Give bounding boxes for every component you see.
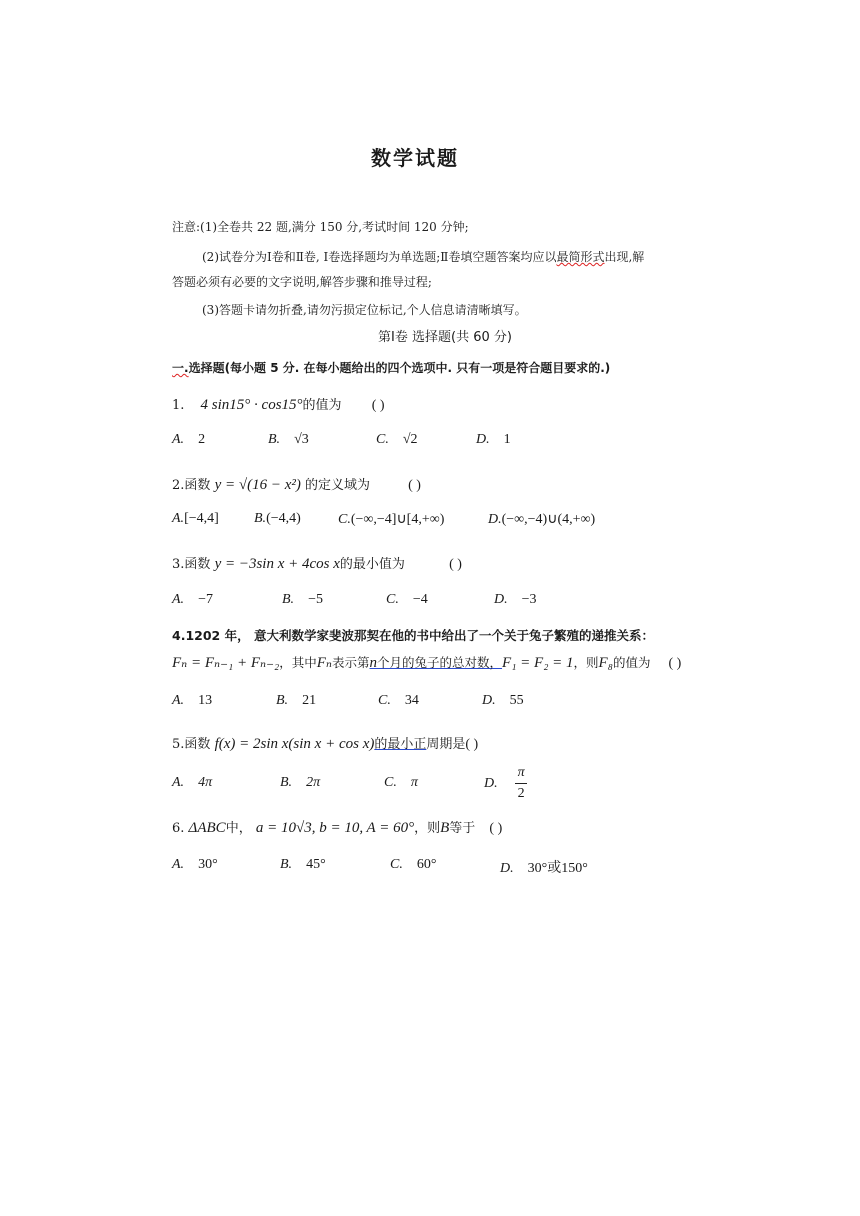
option-b: B. −5 bbox=[282, 592, 323, 607]
question-text: 等于 bbox=[449, 821, 476, 836]
option-c: C.(−∞,−4]∪[4,+∞) bbox=[338, 512, 445, 527]
question-number: 3. bbox=[172, 557, 185, 572]
notice-line-2-text: (2)试卷分为Ⅰ卷和Ⅱ卷, Ⅰ卷选择题均为单选题;Ⅱ卷填空题答案均应以 bbox=[202, 250, 557, 264]
text-fragment: 中， bbox=[225, 821, 252, 836]
question-5 bbox=[172, 733, 478, 753]
question-1-options bbox=[172, 432, 732, 452]
question-4-line-2 bbox=[172, 653, 681, 672]
section-number: 一. bbox=[172, 361, 189, 375]
question-text: 的值为 bbox=[612, 655, 651, 670]
question-text: 的最小值为 bbox=[339, 557, 405, 572]
question-1 bbox=[172, 394, 385, 414]
option-c: C. −4 bbox=[386, 592, 428, 607]
question-text-underlined: 的最小正 bbox=[374, 737, 427, 752]
part-1-title: 第Ⅰ卷 选择题(共 60 分) bbox=[378, 330, 512, 345]
answer-blank: ( ) bbox=[449, 557, 462, 572]
question-expression: a = 10√3, b = 10, A = 60° bbox=[255, 820, 415, 836]
question-number: 6. bbox=[172, 821, 185, 836]
option-c: C. 60° bbox=[390, 857, 437, 872]
question-text: 的定义域为 bbox=[304, 478, 370, 493]
formula-n: n bbox=[369, 655, 378, 671]
formula-recurrence: Fₙ = Fₙ₋₁ + Fₙ₋₂ bbox=[172, 655, 280, 671]
notice-line-2 bbox=[202, 248, 644, 265]
option-d: D. 1 bbox=[476, 432, 511, 447]
question-text: 周期是 bbox=[426, 737, 466, 752]
option-d: D.(−∞,−4)∪(4,+∞) bbox=[488, 512, 596, 527]
question-6 bbox=[172, 817, 502, 837]
option-b: B. 2π bbox=[280, 775, 321, 790]
question-expression: 4 sin15° · cos15° bbox=[200, 397, 303, 413]
fraction-pi-over-2: $\frac{\pi}{2}$ bbox=[515, 765, 527, 802]
question-text: 的值为 bbox=[302, 398, 342, 413]
notice-line-3: (3)答题卡请勿折叠,请勿污损定位标记,个人信息请清晰填写。 bbox=[202, 303, 527, 317]
option-a: A.[−4,4] bbox=[172, 511, 219, 526]
option-a: A. 13 bbox=[172, 693, 213, 708]
text-fragment: 表示第 bbox=[332, 655, 370, 670]
question-4-line-1 bbox=[172, 626, 654, 644]
question-4-options bbox=[172, 693, 632, 713]
option-d: D. 30°或150° bbox=[500, 861, 588, 876]
text-fragment: ，则 bbox=[414, 821, 441, 836]
option-b: B. 45° bbox=[280, 857, 326, 872]
question-text: 1202 年， 意大利数学家斐波那契在他的书中给出了一个关于兔子繁殖的递推关系： bbox=[185, 628, 654, 643]
question-number: 4. bbox=[172, 628, 186, 643]
option-c: C. 34 bbox=[378, 693, 419, 708]
notice-line-2-emphasis: 最简形式 bbox=[556, 250, 605, 264]
option-b: B.(−4,4) bbox=[254, 511, 301, 526]
question-prefix: 函数 bbox=[184, 557, 211, 572]
question-prefix: 函数 bbox=[184, 478, 211, 493]
notice-line-2-tail: 出现,解 bbox=[604, 250, 645, 264]
question-expression: y = √(16 − x²) bbox=[214, 477, 301, 493]
question-6-options bbox=[172, 857, 632, 877]
question-number: 1. bbox=[172, 398, 185, 413]
option-a: A. 30° bbox=[172, 857, 218, 872]
question-3-options bbox=[172, 592, 632, 612]
question-prefix: 函数 bbox=[184, 737, 211, 752]
answer-blank: ( ) bbox=[371, 398, 385, 413]
section-1-heading bbox=[172, 359, 610, 376]
formula-b: B bbox=[440, 820, 450, 836]
option-a: A. −7 bbox=[172, 592, 213, 607]
option-a: A. 4π bbox=[172, 775, 213, 790]
answer-blank: ( ) bbox=[408, 478, 421, 493]
section-text: 选择题(每小题 5 分. 在每小题给出的四个选项中. 只有一项是符合题目要求的.) bbox=[188, 361, 611, 375]
option-d: D. 55 bbox=[482, 693, 524, 708]
option-c: C. π bbox=[384, 775, 418, 790]
text-fragment: 个月的兔子的总对数， bbox=[377, 655, 503, 670]
question-number: 2. bbox=[172, 478, 185, 493]
option-b: B. √3 bbox=[268, 432, 309, 447]
text-fragment: ，其中 bbox=[279, 655, 317, 670]
question-expression: y = −3sin x + 4cos x bbox=[214, 556, 340, 572]
question-2-options bbox=[172, 511, 632, 531]
formula-fn: Fₙ bbox=[316, 655, 332, 671]
answer-blank: ( ) bbox=[465, 737, 479, 752]
question-number: 5. bbox=[172, 737, 185, 752]
text-fragment: ，则 bbox=[573, 655, 599, 670]
triangle-symbol: ΔABC bbox=[188, 820, 226, 836]
notice-line-1: 注意:(1)全卷共 22 题,满分 150 分,考试时间 120 分钟; bbox=[172, 220, 469, 234]
page-title: 数学试题 bbox=[371, 146, 459, 170]
question-expression: f(x) = 2sin x(sin x + cos x) bbox=[214, 736, 375, 752]
formula-initial: F₁ = F₂ = 1 bbox=[502, 655, 574, 671]
question-3 bbox=[172, 553, 462, 573]
question-5-options bbox=[172, 765, 632, 805]
answer-blank: ( ) bbox=[668, 656, 682, 671]
option-d: D. $\frac{\pi}{2}$ bbox=[484, 765, 527, 802]
option-c: C. √2 bbox=[376, 432, 418, 447]
notice-line-2b: 答题必须有必要的文字说明,解答步骤和推导过程; bbox=[172, 275, 432, 289]
option-a: A. 2 bbox=[172, 432, 206, 447]
question-2 bbox=[172, 474, 421, 494]
option-d: D. −3 bbox=[494, 592, 537, 607]
option-b: B. 21 bbox=[276, 693, 317, 708]
formula-f8: F₈ bbox=[598, 655, 613, 671]
answer-blank: ( ) bbox=[489, 821, 503, 836]
